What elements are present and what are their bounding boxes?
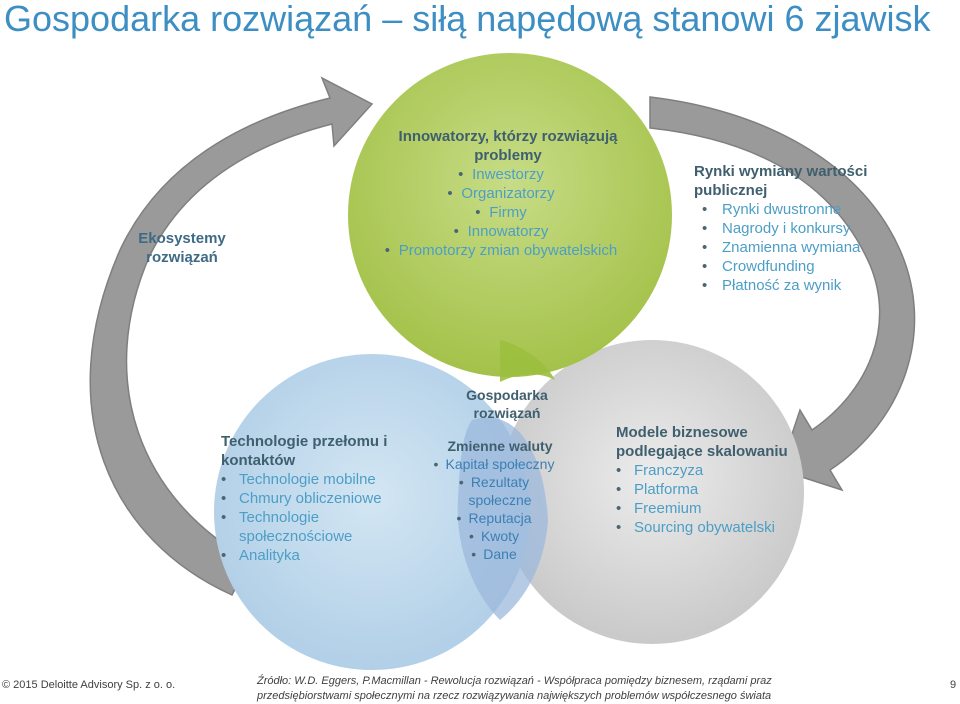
list-item: • Chmury obliczeniowe [221,489,421,508]
list-item: • Crowdfunding [694,257,884,276]
ecosystem-label: Ekosystemy rozwiązań [138,230,226,266]
currencies-block [440,437,560,563]
list-item: • Inwestorzy [378,165,638,184]
list-item: • Kwoty [440,527,560,545]
list-item: • Analityka [221,546,421,565]
markets-heading: Rynki wymiany wartości publicznej [694,163,868,199]
source-note: Źródło: W.D. Eggers, P.Macmillan - Rewolucja rozwiązań - Współpraca pomiędzy biznesem, rządami praz przedsiębiorstwami społecznymi na rzecz rozwiązywania największych problemów współczesnego świata [257,675,772,702]
technologies-block [221,432,421,565]
list-item: • Promotorzy zmian obywatelskich [378,241,638,260]
list-item: • Technologie mobilne [221,470,421,489]
page-title: Gospodarka rozwiązań – siłą napędową stanowi 6 zjawisk [4,0,931,39]
list-item: • Znamienna wymiana [694,238,884,257]
list-item: • Nagrody i konkursy [694,219,884,238]
list-item: • Organizatorzy [378,184,638,203]
list-item: • Franczyza [616,461,806,480]
list-item: • Rynki dwustronne [694,200,884,219]
page-number: 9 [950,679,957,691]
center-label: Gospodarka rozwiązań [466,387,548,421]
list-item: • Kapitał społeczny [440,455,560,473]
technologies-heading: Technologie przełomu i kontaktów [221,433,388,469]
currencies-heading: Zmienne waluty [447,438,553,454]
list-item: • Freemium [616,499,806,518]
list-item: • Platforma [616,480,806,499]
list-item: • Innowatorzy [378,222,638,241]
copyright: © 2015 Deloitte Advisory Sp. z o. o. [2,679,176,691]
list-item: • Rezultaty społeczne [440,473,560,509]
list-item: • Sourcing obywatelski [616,518,806,537]
innovators-heading: Innowatorzy, którzy rozwiązują problemy [398,128,618,164]
list-item: • Dane [440,545,560,563]
list-item: • Płatność za wynik [694,276,884,295]
innovators-block [378,127,638,260]
markets-block [694,162,884,295]
list-item: • Firmy [378,203,638,222]
business-models-heading: Modele biznesowe podlegające skalowaniu [616,424,788,460]
business-models-block [616,423,806,537]
list-item: • Reputacja [440,509,560,527]
list-item: • Technologie społecznościowe [221,508,421,546]
